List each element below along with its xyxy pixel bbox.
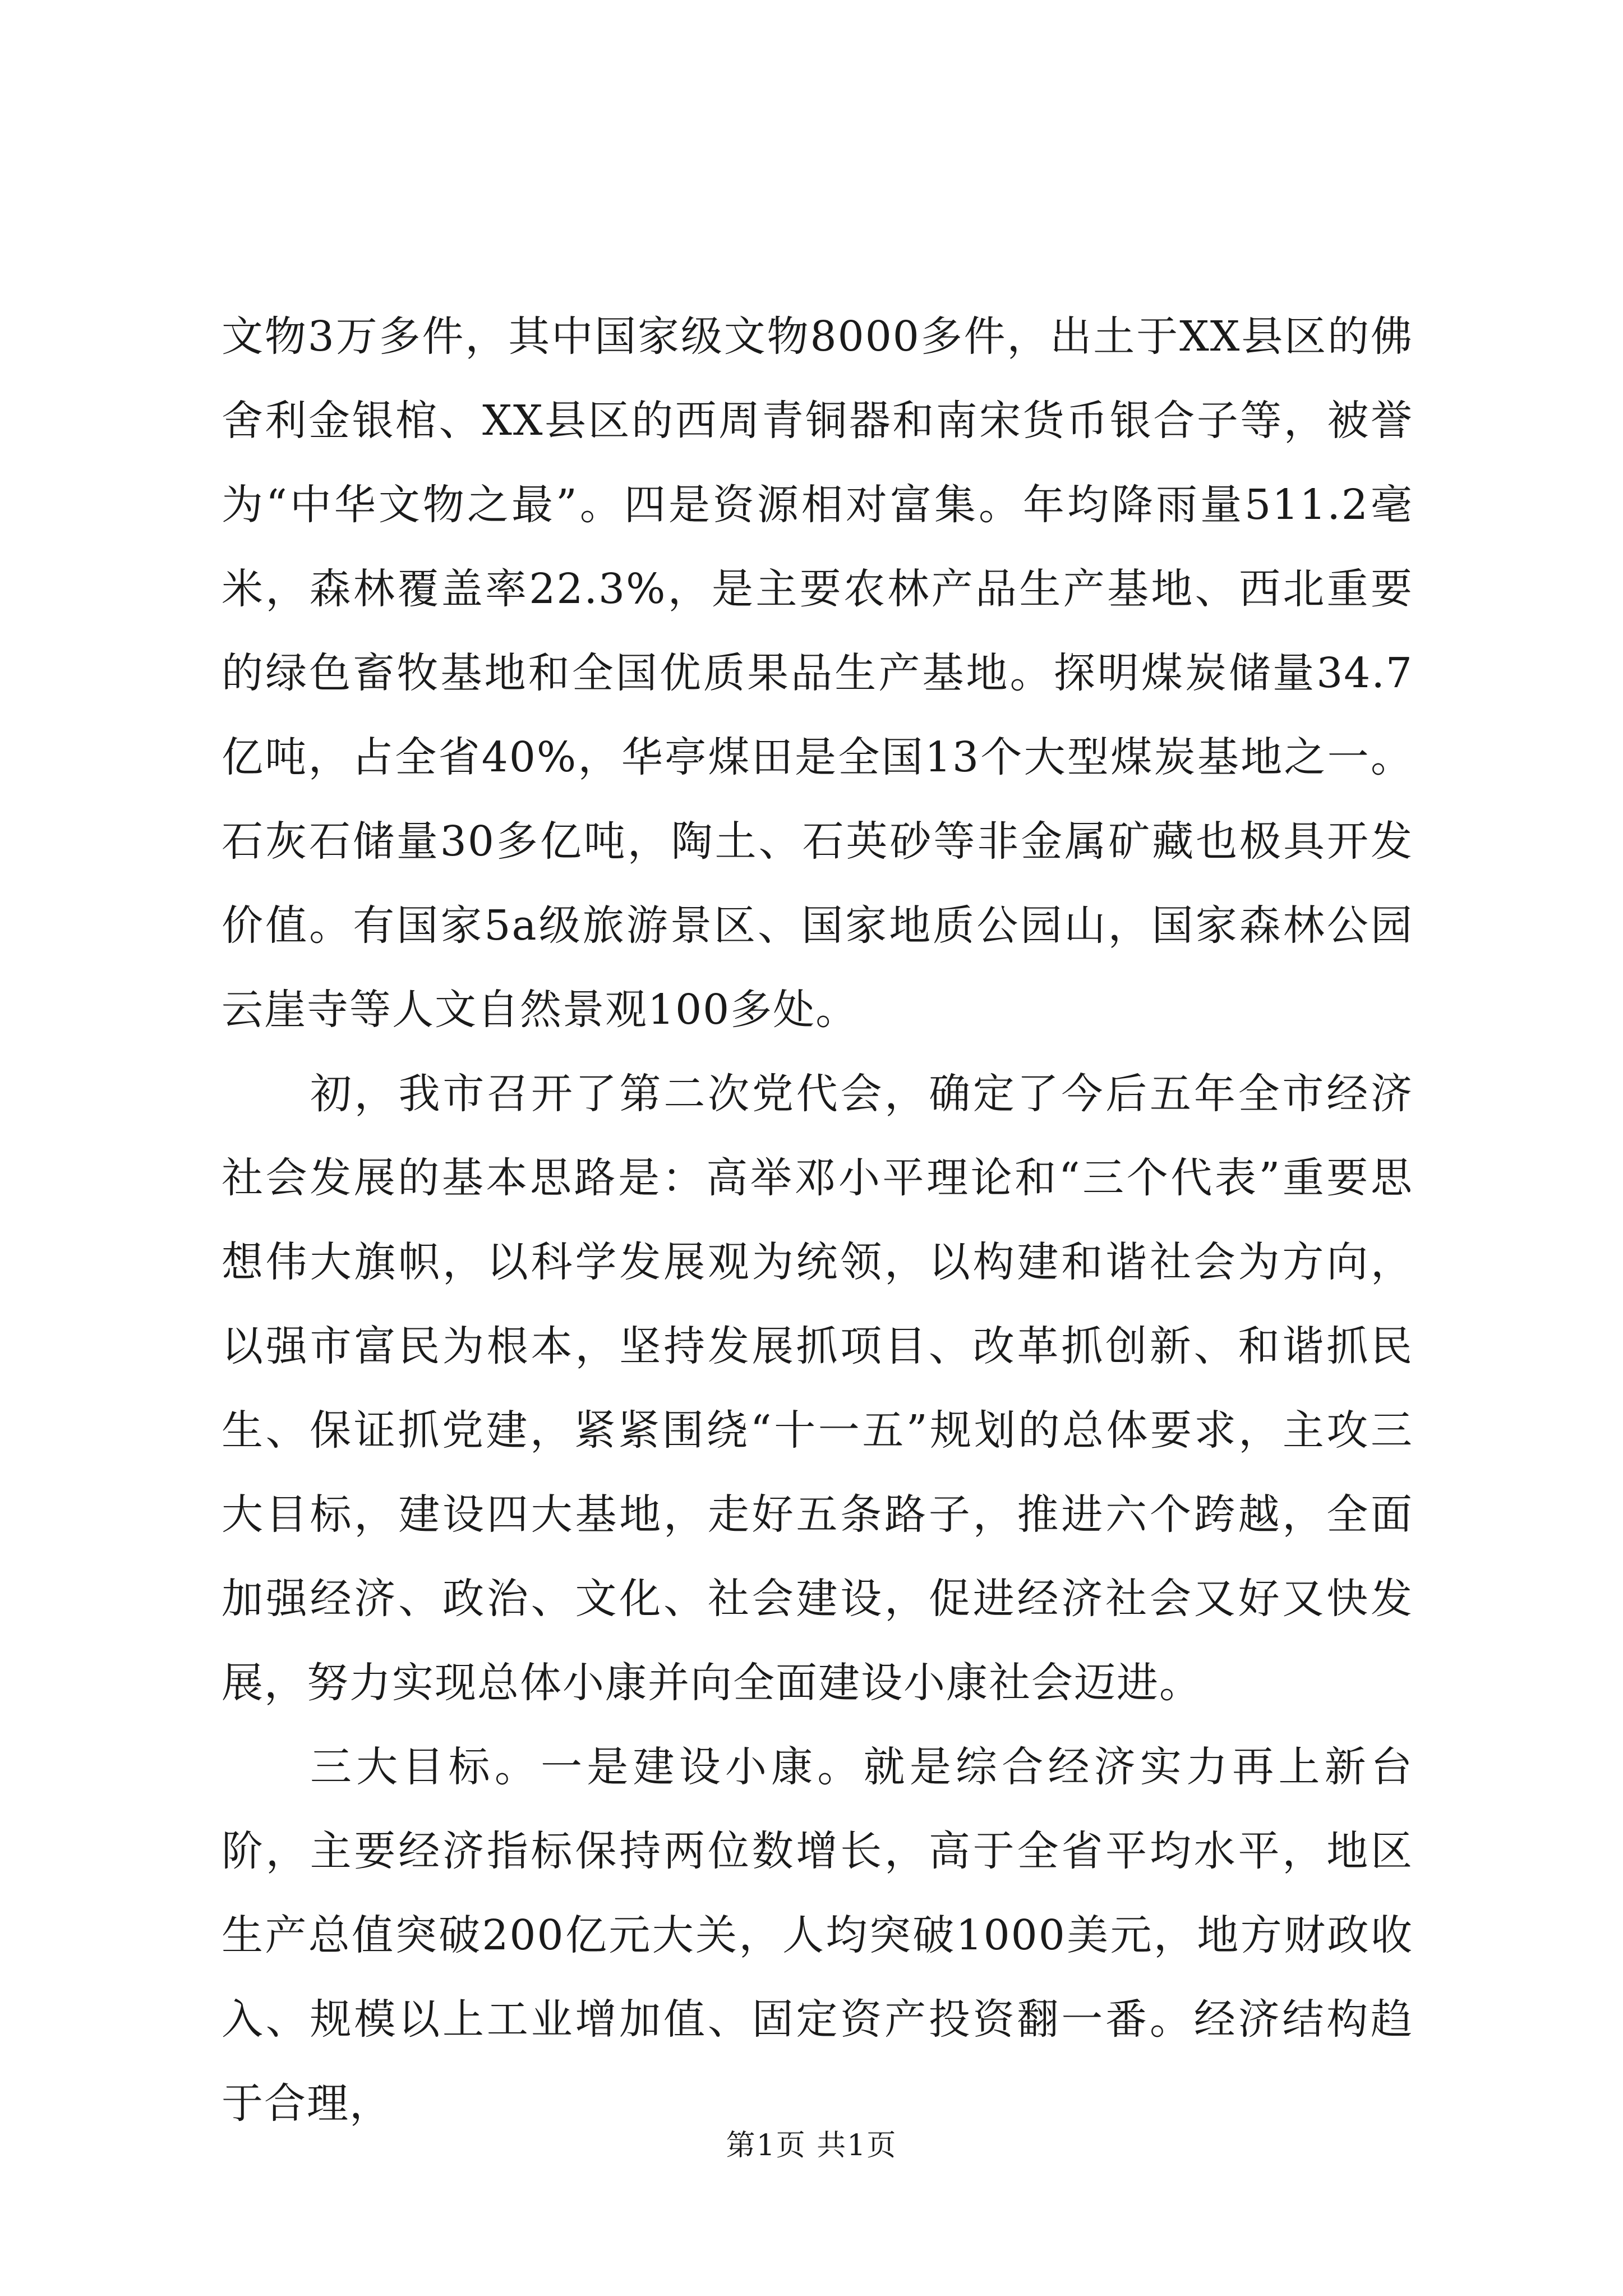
paragraph-1: 文物3万多件，其中国家级文物8000多件，出土于XX县区的佛舍利金银棺、XX县区的西周青铜器和南宋货币银合子等，被誉为“中华文物之最”。四是资源相对富集。年均降雨量511.2毫米，森林覆盖率22.3%，是主要农林产品生产基地、西北重要的绿色畜牧基地和全国优质果品生产基地。探明煤炭储量34.7亿吨，占全省40%，华亭煤田是全国13个大型煤炭基地之一。石灰石储量30多亿吨，陶土、石英砂等非金属矿藏也极具开发价值。有国家5a级旅游景区、国家地质公园山，国家森林公园云崖寺等人文自然景观100多处。 — [222, 312, 1414, 1034]
paragraph-3: 三大目标。一是建设小康。就是综合经济实力再上新台阶，主要经济指标保持两位数增长，高于全省平均水平，地区生产总值突破200亿元大关，人均突破1000美元，地方财政收入、规模以上工业增加值、固定资产投资翻一番。经济结构趋于合理， — [222, 1743, 1413, 2128]
document-body — [222, 295, 1413, 2146]
page-footer: 第1页 共1页 — [726, 2129, 897, 2162]
paragraph-2: 初，我市召开了第二次党代会，确定了今后五年全市经济社会发展的基本思路是：高举邓小平理论和“三个代表”重要思想伟大旗帜，以科学发展观为统领，以构建和谐社会为方向，以强市富民为根本，坚持发展抓项目、改革抓创新、和谐抓民生、保证抓党建，紧紧围绕“十一五”规划的总体要求，主攻三大目标，建设四大基地，走好五条路子，推进六个跨越，全面加强经济、政治、文化、社会建设，促进经济社会又好又快发展，努力实现总体小康并向全面建设小康社会迈进。 — [222, 1070, 1413, 1707]
